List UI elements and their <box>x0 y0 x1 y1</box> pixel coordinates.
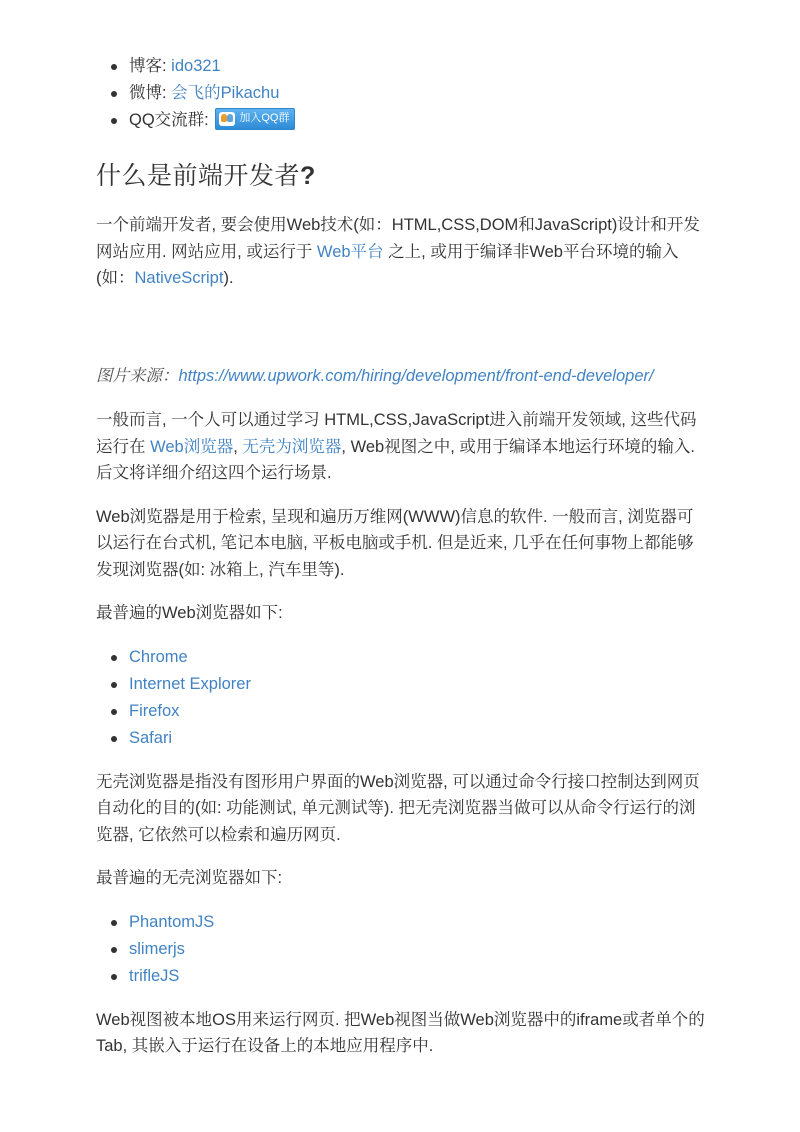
slimerjs-link[interactable]: slimerjs <box>129 939 185 958</box>
list-item <box>96 963 708 990</box>
headless-list <box>96 909 708 990</box>
weibo-link[interactable]: 会飞的Pikachu <box>171 84 280 102</box>
page-title <box>96 156 708 192</box>
web-browser-link[interactable]: Web浏览器 <box>150 437 234 456</box>
list-item <box>96 107 708 134</box>
general-text-2: , Web视图之中, 或用于编译本地运行环境的输入. 后文将详细介绍这四个运行场景. <box>96 437 695 482</box>
weibo-label: 微博: <box>129 84 172 102</box>
contact-list <box>96 53 708 134</box>
intro-paragraph <box>96 212 708 292</box>
triflejs-link[interactable]: trifleJS <box>129 966 180 985</box>
browsers-intro: 最普遍的Web浏览器如下: <box>96 604 283 622</box>
firefox-link[interactable]: Firefox <box>129 701 180 720</box>
chrome-link[interactable]: Chrome <box>129 647 188 666</box>
headless-browser-link[interactable]: 无壳为浏览器 <box>242 437 342 456</box>
web-platform-link[interactable]: Web平台 <box>316 242 384 261</box>
list-item <box>96 936 708 963</box>
browser-paragraph: Web浏览器是用于检索, 呈现和遍历万维网(WWW)信息的软件. 一般而言, 浏览器可以运行在台式机, 笔记本电脑, 平板电脑或手机. 但是近来, 几乎在任何事物上都能够发现浏览器(如: 冰箱上, 汽车里等). <box>96 507 694 579</box>
phantomjs-link[interactable]: PhantomJS <box>129 912 215 931</box>
qq-group-icon <box>219 112 235 126</box>
list-item <box>96 725 708 752</box>
intro-text-2: 之上, 或用于编译非Web平台环境的输入(如： <box>96 242 679 287</box>
join-qq-group-button[interactable] <box>215 108 295 130</box>
image-caption <box>96 363 708 390</box>
intro-text-3: ). <box>223 269 234 287</box>
list-item <box>96 644 708 671</box>
qq-badge-label: 加入QQ群 <box>239 112 290 125</box>
page-title-text: 什么是前端开发者 <box>96 162 301 190</box>
list-item <box>96 53 708 80</box>
list-item <box>96 80 708 107</box>
article-content <box>96 53 708 1060</box>
blog-link[interactable]: ido321 <box>171 57 221 75</box>
webview-paragraph: Web视图被本地OS用来运行网页. 把Web视图当做Web浏览器中的iframe或者单个的Tab, 其嵌入于运行在设备上的本地应用程序中. <box>96 1010 705 1055</box>
caption-label: 图片来源： <box>96 366 179 385</box>
list-item <box>96 909 708 936</box>
browser-list <box>96 644 708 752</box>
blog-label: 博客: <box>129 57 172 75</box>
safari-link[interactable]: Safari <box>129 728 173 747</box>
general-paragraph <box>96 407 708 487</box>
source-link[interactable]: https://www.upwork.com/hiring/development/front-end-developer/ <box>178 366 654 385</box>
list-item <box>96 698 708 725</box>
intro-text-1: 一个前端开发者, 要会使用Web技术(如：HTML,CSS,DOM和JavaScript)设计和开发网站应用. 网站应用, 或运行于 <box>96 216 700 261</box>
headless-intro: 最普遍的无壳浏览器如下: <box>96 869 283 887</box>
page-title-mark: ? <box>300 162 316 190</box>
headless-paragraph: 无壳浏览器是指没有图形用户界面的Web浏览器, 可以通过命令行接口控制达到网页自动化的目的(如: 功能测试, 单元测试等). 把无壳浏览器当做可以从命令行运行的浏览器, 它依然可以检索和遍历网页. <box>96 772 700 844</box>
nativescript-link[interactable]: NativeScript <box>134 269 224 287</box>
internet-explorer-link[interactable]: Internet Explorer <box>129 674 251 693</box>
general-text-1: 一般而言, 一个人可以通过学习 HTML,CSS,JavaScript进入前端开发领域, 这些代码运行在 <box>96 411 697 456</box>
list-item <box>96 671 708 698</box>
general-sep: , <box>233 437 243 456</box>
qq-label: QQ交流群: <box>129 111 214 129</box>
